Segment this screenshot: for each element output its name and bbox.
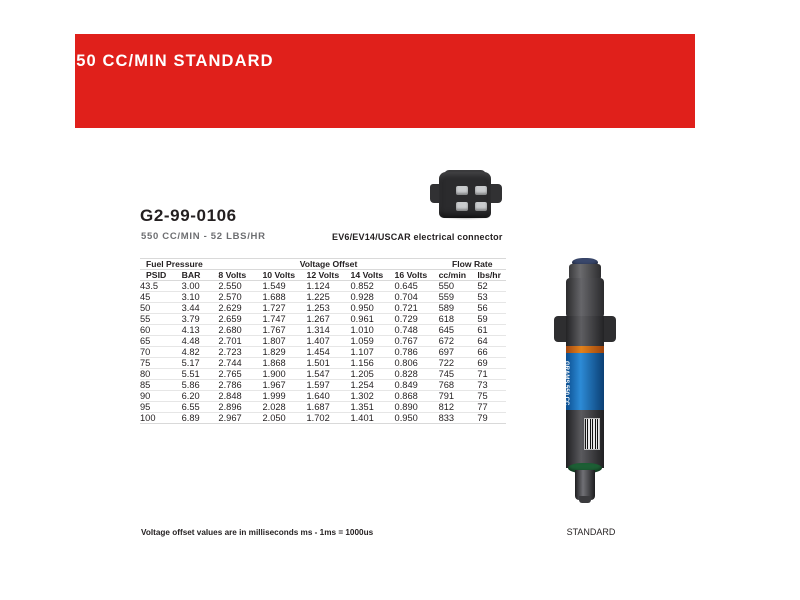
connector-pin bbox=[456, 202, 468, 211]
cell-8v: 2.896 bbox=[218, 402, 262, 413]
cell-16v: 0.806 bbox=[395, 358, 439, 369]
cell-bar: 6.55 bbox=[182, 402, 219, 413]
cell-psid: 85 bbox=[140, 380, 182, 391]
cell-ccmin: 618 bbox=[439, 314, 478, 325]
table-row bbox=[140, 402, 506, 413]
table-row bbox=[140, 325, 506, 336]
injector-barcode bbox=[584, 418, 600, 450]
header-banner bbox=[75, 34, 695, 128]
cell-10v: 1.900 bbox=[262, 369, 306, 380]
cell-psid: 95 bbox=[140, 402, 182, 413]
cell-16v: 0.828 bbox=[395, 369, 439, 380]
cell-bar: 4.82 bbox=[182, 347, 219, 358]
connector-pin bbox=[475, 186, 487, 195]
column-header-8-volts: 8 Volts bbox=[218, 270, 262, 281]
column-header-14-volts: 14 Volts bbox=[351, 270, 395, 281]
cell-14v: 0.961 bbox=[351, 314, 395, 325]
cell-16v: 0.868 bbox=[395, 391, 439, 402]
cell-bar: 3.10 bbox=[182, 292, 219, 303]
column-header-10-volts: 10 Volts bbox=[262, 270, 306, 281]
table-column-header-row bbox=[140, 270, 506, 281]
cell-12v: 1.454 bbox=[306, 347, 350, 358]
cell-10v: 1.747 bbox=[262, 314, 306, 325]
injector-nozzle-tip bbox=[579, 496, 591, 503]
cell-10v: 1.727 bbox=[262, 303, 306, 314]
cell-ccmin: 645 bbox=[439, 325, 478, 336]
cell-bar: 4.48 bbox=[182, 336, 219, 347]
cell-12v: 1.267 bbox=[306, 314, 350, 325]
column-header-16-volts: 16 Volts bbox=[395, 270, 439, 281]
cell-16v: 0.729 bbox=[395, 314, 439, 325]
injector-brand-label bbox=[563, 353, 604, 413]
cell-10v: 2.050 bbox=[262, 413, 306, 424]
table-row bbox=[140, 347, 506, 358]
connector-pin bbox=[475, 202, 487, 211]
cell-12v: 1.407 bbox=[306, 336, 350, 347]
cell-14v: 1.059 bbox=[351, 336, 395, 347]
cell-12v: 1.314 bbox=[306, 325, 350, 336]
cell-14v: 1.401 bbox=[351, 413, 395, 424]
cell-bar: 6.89 bbox=[182, 413, 219, 424]
table-row bbox=[140, 413, 506, 424]
table-row bbox=[140, 380, 506, 391]
cell-16v: 0.721 bbox=[395, 303, 439, 314]
cell-ccmin: 745 bbox=[439, 369, 478, 380]
cell-bar: 5.17 bbox=[182, 358, 219, 369]
cell-bar: 3.00 bbox=[182, 281, 219, 292]
injector-mid-body bbox=[566, 316, 604, 350]
connector-caption: EV6/EV14/USCAR electrical connector bbox=[332, 232, 503, 242]
injector-orange-band bbox=[566, 346, 604, 353]
connector-shadow bbox=[440, 215, 492, 220]
flow-data-table bbox=[140, 258, 506, 424]
cell-lbshr: 69 bbox=[477, 358, 506, 369]
column-header-ccmin: cc/min bbox=[439, 270, 478, 281]
column-header-bar: BAR bbox=[182, 270, 219, 281]
cell-lbshr: 77 bbox=[477, 402, 506, 413]
table-row bbox=[140, 369, 506, 380]
cell-ccmin: 722 bbox=[439, 358, 478, 369]
table-row bbox=[140, 336, 506, 347]
cell-psid: 65 bbox=[140, 336, 182, 347]
cell-ccmin: 697 bbox=[439, 347, 478, 358]
cell-ccmin: 559 bbox=[439, 292, 478, 303]
cell-8v: 2.629 bbox=[218, 303, 262, 314]
cell-lbshr: 52 bbox=[477, 281, 506, 292]
connector-body bbox=[439, 172, 491, 218]
cell-10v: 1.688 bbox=[262, 292, 306, 303]
group-header-fuel-pressure: Fuel Pressure bbox=[140, 259, 218, 270]
injector-label-text: GRAMS 550 CC bbox=[563, 361, 569, 406]
cell-8v: 2.765 bbox=[218, 369, 262, 380]
cell-8v: 2.701 bbox=[218, 336, 262, 347]
cell-14v: 1.302 bbox=[351, 391, 395, 402]
cell-bar: 3.44 bbox=[182, 303, 219, 314]
cell-8v: 2.550 bbox=[218, 281, 262, 292]
cell-lbshr: 71 bbox=[477, 369, 506, 380]
cell-8v: 2.848 bbox=[218, 391, 262, 402]
cell-8v: 2.680 bbox=[218, 325, 262, 336]
cell-lbshr: 61 bbox=[477, 325, 506, 336]
cell-12v: 1.640 bbox=[306, 391, 350, 402]
cell-lbshr: 53 bbox=[477, 292, 506, 303]
cell-lbshr: 73 bbox=[477, 380, 506, 391]
cell-ccmin: 589 bbox=[439, 303, 478, 314]
table-row bbox=[140, 358, 506, 369]
cell-psid: 60 bbox=[140, 325, 182, 336]
cell-16v: 0.645 bbox=[395, 281, 439, 292]
cell-10v: 1.549 bbox=[262, 281, 306, 292]
cell-16v: 0.748 bbox=[395, 325, 439, 336]
table-body bbox=[140, 281, 506, 424]
table-row bbox=[140, 281, 506, 292]
connector-pin bbox=[456, 186, 468, 195]
injector-connector-icon bbox=[430, 170, 504, 220]
cell-14v: 1.254 bbox=[351, 380, 395, 391]
injector-clip-right bbox=[602, 316, 616, 342]
cell-ccmin: 672 bbox=[439, 336, 478, 347]
part-subtitle: 550 CC/MIN - 52 LBS/HR bbox=[141, 231, 266, 242]
cell-lbshr: 59 bbox=[477, 314, 506, 325]
cell-12v: 1.702 bbox=[306, 413, 350, 424]
page-title: 550 CC/MIN STANDARD bbox=[66, 52, 274, 70]
cell-bar: 6.20 bbox=[182, 391, 219, 402]
cell-14v: 0.950 bbox=[351, 303, 395, 314]
table-row bbox=[140, 303, 506, 314]
cell-lbshr: 79 bbox=[477, 413, 506, 424]
cell-14v: 1.205 bbox=[351, 369, 395, 380]
cell-16v: 0.890 bbox=[395, 402, 439, 413]
cell-psid: 100 bbox=[140, 413, 182, 424]
cell-ccmin: 833 bbox=[439, 413, 478, 424]
table-row bbox=[140, 292, 506, 303]
cell-12v: 1.225 bbox=[306, 292, 350, 303]
cell-10v: 1.967 bbox=[262, 380, 306, 391]
cell-psid: 80 bbox=[140, 369, 182, 380]
column-header-psid: PSID bbox=[140, 270, 182, 281]
cell-12v: 1.124 bbox=[306, 281, 350, 292]
cell-ccmin: 812 bbox=[439, 402, 478, 413]
cell-8v: 2.744 bbox=[218, 358, 262, 369]
cell-16v: 0.767 bbox=[395, 336, 439, 347]
cell-bar: 5.86 bbox=[182, 380, 219, 391]
group-header-voltage-offset: Voltage Offset bbox=[218, 259, 438, 270]
cell-psid: 90 bbox=[140, 391, 182, 402]
group-header-flow-rate: Flow Rate bbox=[439, 259, 506, 270]
cell-8v: 2.723 bbox=[218, 347, 262, 358]
cell-bar: 3.79 bbox=[182, 314, 219, 325]
table-row bbox=[140, 391, 506, 402]
cell-lbshr: 66 bbox=[477, 347, 506, 358]
cell-14v: 1.107 bbox=[351, 347, 395, 358]
cell-ccmin: 768 bbox=[439, 380, 478, 391]
cell-12v: 1.547 bbox=[306, 369, 350, 380]
cell-psid: 75 bbox=[140, 358, 182, 369]
injector-caption: STANDARD bbox=[566, 527, 616, 537]
cell-14v: 1.351 bbox=[351, 402, 395, 413]
cell-ccmin: 791 bbox=[439, 391, 478, 402]
part-number: G2-99-0106 bbox=[140, 206, 237, 225]
cell-12v: 1.597 bbox=[306, 380, 350, 391]
cell-16v: 0.704 bbox=[395, 292, 439, 303]
cell-bar: 4.13 bbox=[182, 325, 219, 336]
cell-lbshr: 64 bbox=[477, 336, 506, 347]
fuel-injector-image bbox=[548, 258, 622, 518]
column-header-lbshr: lbs/hr bbox=[477, 270, 506, 281]
table-row bbox=[140, 314, 506, 325]
cell-8v: 2.967 bbox=[218, 413, 262, 424]
cell-16v: 0.849 bbox=[395, 380, 439, 391]
cell-16v: 0.950 bbox=[395, 413, 439, 424]
cell-8v: 2.659 bbox=[218, 314, 262, 325]
cell-lbshr: 56 bbox=[477, 303, 506, 314]
cell-16v: 0.786 bbox=[395, 347, 439, 358]
table-group-header-row bbox=[140, 259, 506, 270]
cell-psid: 55 bbox=[140, 314, 182, 325]
cell-bar: 5.51 bbox=[182, 369, 219, 380]
table-footnote: Voltage offset values are in milliseconds ms - 1ms = 1000us bbox=[141, 528, 374, 537]
cell-10v: 1.829 bbox=[262, 347, 306, 358]
cell-10v: 1.767 bbox=[262, 325, 306, 336]
cell-12v: 1.501 bbox=[306, 358, 350, 369]
column-header-12-volts: 12 Volts bbox=[306, 270, 350, 281]
cell-psid: 50 bbox=[140, 303, 182, 314]
cell-psid: 70 bbox=[140, 347, 182, 358]
cell-14v: 0.928 bbox=[351, 292, 395, 303]
cell-8v: 2.786 bbox=[218, 380, 262, 391]
injector-upper-body bbox=[566, 278, 604, 318]
cell-10v: 1.807 bbox=[262, 336, 306, 347]
cell-12v: 1.253 bbox=[306, 303, 350, 314]
cell-lbshr: 75 bbox=[477, 391, 506, 402]
cell-14v: 0.852 bbox=[351, 281, 395, 292]
cell-10v: 1.868 bbox=[262, 358, 306, 369]
cell-psid: 43.5 bbox=[140, 281, 182, 292]
cell-ccmin: 550 bbox=[439, 281, 478, 292]
cell-10v: 1.999 bbox=[262, 391, 306, 402]
cell-12v: 1.687 bbox=[306, 402, 350, 413]
cell-14v: 1.010 bbox=[351, 325, 395, 336]
cell-14v: 1.156 bbox=[351, 358, 395, 369]
cell-8v: 2.570 bbox=[218, 292, 262, 303]
cell-psid: 45 bbox=[140, 292, 182, 303]
cell-10v: 2.028 bbox=[262, 402, 306, 413]
